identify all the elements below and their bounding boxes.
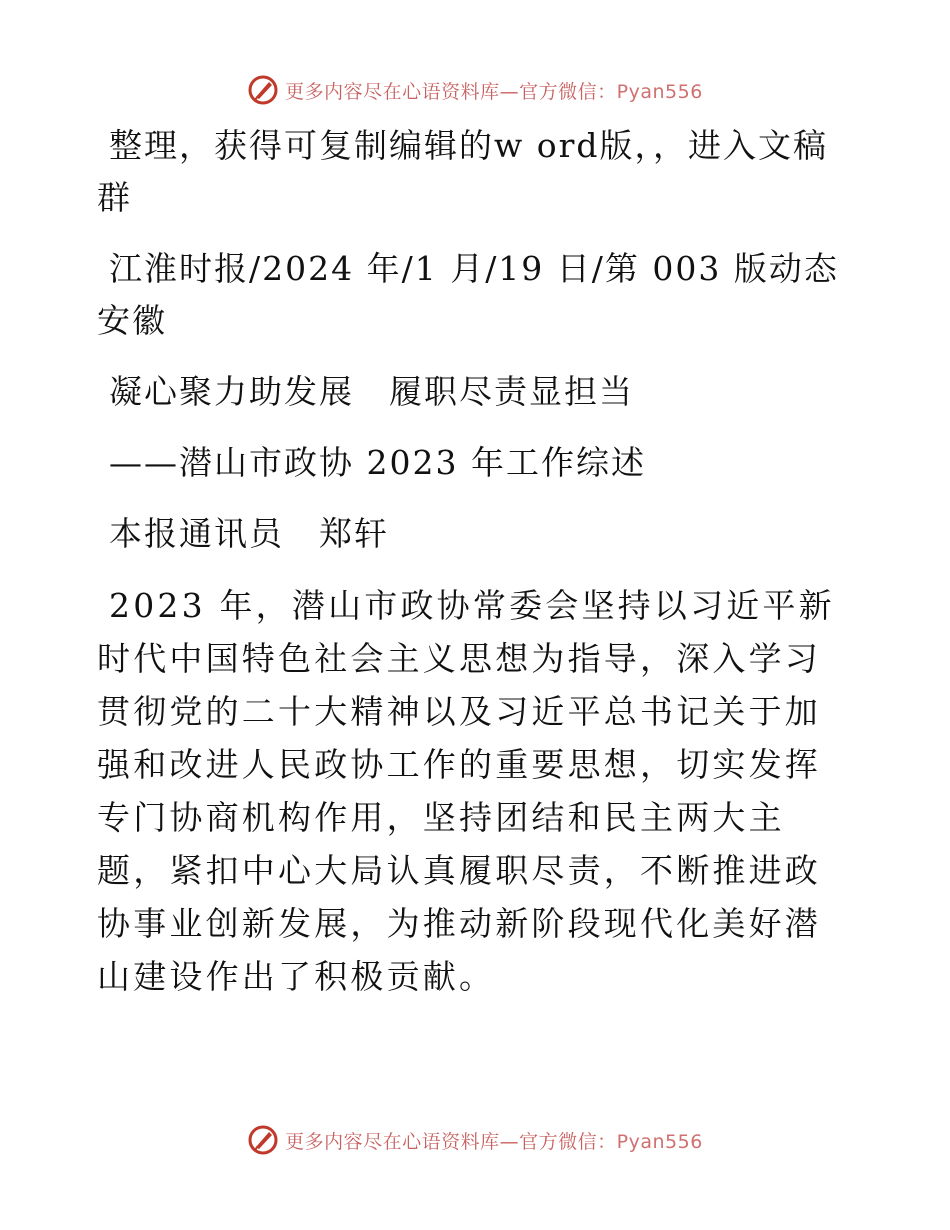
header-banner-label: 更多内容尽在心语资料库—官方微信： [285,80,617,103]
byline: 本报通讯员 郑轩 [109,514,389,553]
footer-wechat-id: Pyan556 [616,1130,703,1153]
header-wechat-id: Pyan556 [616,80,703,103]
document-body [97,120,857,1022]
quill-pen-logo-icon [247,74,279,106]
footer-banner-label: 更多内容尽在心语资料库—官方微信： [285,1130,617,1153]
intro-line: 整理，获得可复制编辑的w ord版，，进入文稿群 [97,126,829,217]
article-subtitle: ——潜山市政协 2023 年工作综述 [109,443,646,482]
header-banner-text [285,77,703,104]
header-banner [0,70,950,110]
footer-banner [0,1120,950,1160]
header-banner-inner [247,74,703,106]
quill-pen-logo-icon [247,1124,279,1156]
body-paragraph: 2023 年，潜山市政协常委会坚持以习近平新时代中国特色社会主义思想为指导，深入学习贯彻党的二十大精神以及习近平总书记关于加强和改进人民政协工作的重要思想，切实发挥专门协商机构作用，坚持团结和民主两大主题，紧扣中心大局认真履职尽责，不断推进政协事业创新发展，为推动新阶段现代化美好潜山建设作出了积极贡献。 [97,586,835,996]
article-title: 凝心聚力助发展 履职尽责显担当 [109,372,634,411]
footer-banner-inner [247,1124,703,1156]
source-line: 江淮时报/2024 年/1 月/19 日/第 003 版动态安徽 [97,249,839,340]
footer-banner-text [285,1127,703,1154]
